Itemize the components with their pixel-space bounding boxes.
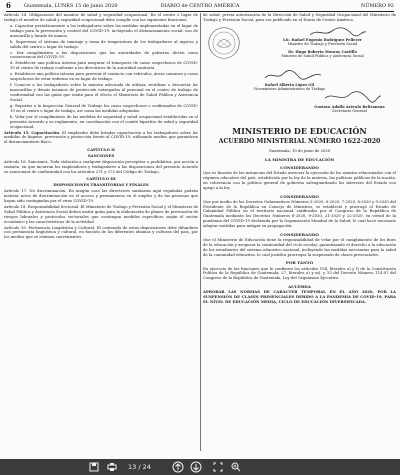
signer-4 xyxy=(303,105,396,114)
signature-2-icon xyxy=(263,68,323,82)
fit-page-icon[interactable] xyxy=(212,461,224,473)
government-seal-icon xyxy=(207,26,241,60)
list-item: h. Velar por el cumplimiento de las medidas de seguridad y salud ocupacional establecidas en el presente Acuerdo y su reglamento, en coordinación con el comité bipartito de salud y seguridad ocupacional. xyxy=(10,113,198,129)
signer-2-title: Ministro de Salud Pública y Asistencia Social xyxy=(281,54,364,59)
considerando-2-text: Que por medio de los Decretos Gubernativos Números 5-2020, 6-2020, 7-2020, 8-2020 y 9-2020 del Presidente de la República en Consejo de Ministros, se estableció y prorrogó el Estado de Calamidad Pública en el territorio nacional, ratificados por el Congreso de la República de Guatemala mediante los Decretos Números 8-2020, 9-2020, 21-2020 y 22-2020, en virtud de la pandemia del COVID-19 declarada por la Organización Mundial de la Salud, lo cual hace necesario adoptar medidas para mitigar su propagación. xyxy=(203,198,396,228)
list-item: g. Reportar a la Inspección General de Trabajo los casos sospechosos o confirmados de COVID-19 en el centro o lugar de trabajo, así como las medidas adoptadas. xyxy=(10,102,198,113)
chapter-3-subheading: DISPOSICIONES TRANSITORIAS Y FINALES xyxy=(53,182,149,188)
header-title: DIARIO de CENTRO AMÉRICA xyxy=(160,3,240,9)
signer-3-name: Rafael Alberto López Gil xyxy=(264,82,315,87)
column-divider xyxy=(200,13,201,451)
left-column xyxy=(4,13,198,459)
page-indicator: 13 / 24 xyxy=(128,463,151,471)
page-number: 6 xyxy=(6,1,11,10)
page-header xyxy=(6,2,394,12)
agreement-title: ACUERDO MINISTERIAL NÚMERO 1622-2020 xyxy=(218,138,381,146)
chapter-2-heading: CAPÍTULO II xyxy=(87,147,115,153)
previous-page-icon[interactable] xyxy=(172,461,184,473)
signer-4-name: Gustavo Adolfo Arévalo Beltranena xyxy=(314,104,385,109)
list-item: e. Establecer una política interna para prevenir el contacto con vehículos, áreas comunes y casos sospechosos de estar enfermo en su lugar de trabajo. xyxy=(10,71,198,82)
considerando-heading: CONSIDERANDO xyxy=(280,165,319,171)
article-18-text: Artículo 18. Responsabilidad Sectorial. El Ministerio de Trabajo y Previsión Social y el Ministerio de Salud Pública y Asistencia Social deben emitir guías para la elaboración de planes de prevención de riesgos laborales y protocolos sectoriales que contengan medidas específicas según el sector económico y las características de la actividad. xyxy=(4,203,198,224)
considerando-3-text: Que el Ministerio de Educación tiene la responsabilidad de velar por el cumplimiento de los fines de la educación y asegurar la continuidad del ciclo escolar, garantizando el derecho a la educación de los estudiantes del sistema educativo nacional, incluyendo las medidas necesarias para la salud de la comunidad educativa, lo cual justifica prorrogar la suspensión de clases presenciales. xyxy=(203,236,396,257)
zoom-in-icon[interactable] xyxy=(230,461,242,473)
considerando-heading: CONSIDERANDO xyxy=(280,231,319,237)
list-item: a. Capacitar periódicamente a los trabajadores sobre las medidas implementadas en el lugar de trabajo para la prevención y control del COVID-19, incluyendo el distanciamiento social, uso de mascarilla y lavado de manos. xyxy=(10,22,198,38)
article-15-title: Artículo 15. Capacitación. xyxy=(4,129,61,135)
acuerda-text: APROBAR LAS NORMAS DE CARÁCTER TEMPORAL EN EL AÑO 2020, POR LA SUSPENSIÓN DE CLASES PRESENCIALES DEBIDO A LA PANDEMIA DE COVID-19, PARA EL NIVEL DE EDUCACIÓN MEDIA, CICLO DE EDUCACIÓN DIVERSIFICADA. xyxy=(203,289,396,304)
list-item: c. Dar cumplimiento a las disposiciones que las autoridades de gobierno dicten como consecuencia del COVID-19. xyxy=(10,49,198,60)
agreement-date: Guatemala, 10 de junio de 2020 xyxy=(268,148,331,154)
save-icon[interactable] xyxy=(88,461,100,473)
signer-2-name: Dr. Hugo Roberto Monroy Castillo xyxy=(288,49,357,54)
signature-block xyxy=(203,24,396,124)
chapter-3-heading: CAPÍTULO III xyxy=(86,176,116,182)
header-issue: NÚMERO 92 xyxy=(360,3,394,9)
viewer-toolbar xyxy=(0,459,400,475)
list-item: b. Supervisar el sistema de tamizaje y toma de temperatura de los trabajadores al ingreso y salida del centro o lugar de trabajo. xyxy=(10,38,198,49)
signer-3-title: Viceministro Administrativo de Trabajo xyxy=(253,87,326,92)
considerando-1-text: Que es función de las instancias del Estado asesorar la ejecución de los asuntos relacionados con el régimen educativo del país, establecido por la ley de la materia, las políticas públicas de la nación, en coherencia con la política general de gobierno salvaguardando los intereses del Estado con apego a la ley. xyxy=(203,170,396,190)
next-page-icon[interactable] xyxy=(190,461,202,473)
chapter-2-subheading: SANCIONES xyxy=(87,153,115,159)
por-tanto-text: En ejercicio de las funciones que le confieren los artículos 194, literales a) y f) de la Constitución Política de la República de Guatemala; 27, literales a) y m), y 33 del Decreto Número 114-97 del Congreso de la República de Guatemala, Ley del Organismo Ejecutivo. xyxy=(203,265,396,281)
header-date: Guatemala, LUNES 15 de junio 2020 xyxy=(24,3,118,9)
right-top-paragraph: de salud, previa autorización de la Dirección de Salud y Seguridad Ocupacional del Ministerio de Trabajo y Previsión Social, para ser publicado en el Diario de Centro América. xyxy=(203,13,396,22)
article-19-text: Artículo 19. Pertinencia Lingüística y Cultural. El contenido de estas disposiciones debe difundirse con pertinencia lingüística y cultural, en función de los diferentes idiomas y culturas del país, por los medios que se estimen convenientes. xyxy=(4,224,198,240)
ministry-heading: MINISTERIO DE EDUCACIÓN xyxy=(232,125,367,136)
article-16-text: Artículo 16. Sanciones. Toda violación a cualquier disposición preceptiva o prohibitiva, por acción u omisión, en que incurran los empleadores y trabajadores a las disposiciones del presente Acuerdo se sancionará de conformidad con los artículos 271 y 272 del Código de Trabajo. xyxy=(4,158,198,174)
article-17-text: Artículo 17. No discriminación. En ningún caso las directrices sanitarias aquí reguladas podrán motivar actos de discriminación en el acceso y permanencia en el empleo y de las personas que hayan sido contagiadas por el virus COVID-19. xyxy=(4,188,198,203)
print-icon[interactable] xyxy=(106,461,118,473)
por-tanto-heading: POR TANTO xyxy=(285,260,314,266)
considerando-heading: CONSIDERANDO xyxy=(280,193,319,199)
acuerda-heading: ACUERDA xyxy=(288,284,311,290)
list-item: f. Conocer a los trabajadores sobre la manera adecuada de utilizar, reutilizar o descartar las mascarillas y demás insumos de protección entregados al personal en el centro de trabajo de conformidad con las guías que emita para el efecto el Ministerio de Salud Pública y Asistencia Social. xyxy=(10,82,198,102)
signer-4-title: Secretario General xyxy=(332,109,367,114)
list-item: d. Establecer una política interna para asegurar el transporte de casos sospechosos de COVID-19 al centro de trabajo conforme a las directrices de la autoridad sanitaria. xyxy=(10,60,198,71)
signature-1-icon xyxy=(308,26,368,38)
article-15-text: El empleador debe brindar capacitación a los trabajadores sobre las medidas de higiene, prevención y protección frente al COVID-19, utilizando medios que garanticen el distanciamiento físico. xyxy=(4,129,198,145)
ministra-heading: LA MINISTRA DE EDUCACIÓN xyxy=(264,156,335,162)
right-column xyxy=(203,13,396,459)
signer-1-name: Lic. Rafael Eugenio Rodríguez Pellecer xyxy=(283,37,362,42)
signer-2 xyxy=(253,50,392,59)
signer-1 xyxy=(253,38,392,47)
article-14-intro: Artículo 14. Obligaciones del monitor de salud y seguridad ocupacional. En el centro o lugar de trabajo el monitor de salud y seguridad ocupacional debe cumplir con las siguientes funciones: xyxy=(4,13,198,22)
signer-1-title: Ministro de Trabajo y Previsión Social xyxy=(287,42,358,47)
signature-3-icon xyxy=(323,90,383,104)
